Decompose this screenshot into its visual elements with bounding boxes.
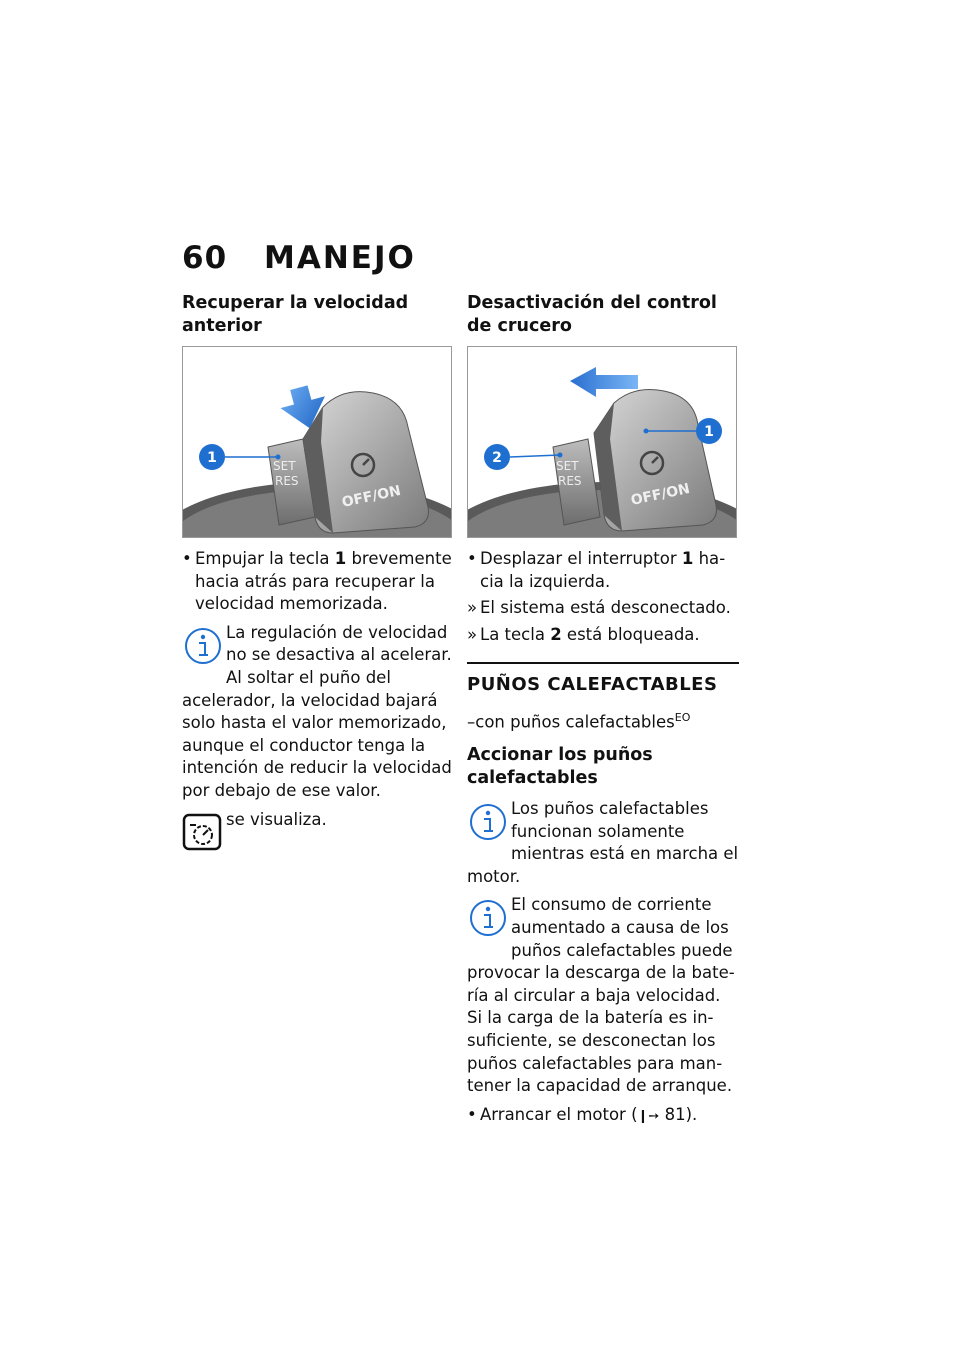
ref-key-2: 2 bbox=[550, 624, 562, 644]
result-disconnected: » El sistema está desconectado. bbox=[467, 597, 739, 620]
cruise-control-indicator-icon bbox=[182, 811, 224, 855]
page-number: 60 bbox=[182, 240, 228, 276]
set-label: SET bbox=[556, 459, 579, 473]
switch-illustration-right bbox=[468, 347, 737, 538]
set-label: SET bbox=[273, 459, 296, 473]
switch-illustration-left bbox=[183, 347, 452, 538]
section-title-heated-grips: PUÑOS CALEFACTABLES bbox=[467, 674, 718, 696]
left-column bbox=[182, 292, 454, 861]
off-on-label: OFF/ON bbox=[629, 480, 692, 509]
info-icon bbox=[467, 896, 509, 940]
equipment-condition: –con puños calefactables$^{EO}$ bbox=[467, 710, 691, 732]
page-reference-arrow-icon: ❙➙ bbox=[637, 1108, 660, 1124]
result-key-locked: » La tecla 2 está bloqueada. bbox=[467, 624, 739, 647]
heading-operate-grips: Accionar los puños calefactables bbox=[467, 745, 653, 789]
ref-key-1: 1 bbox=[334, 549, 347, 568]
figure-off-on-switch bbox=[467, 346, 737, 538]
ref-switch-1: 1 bbox=[681, 549, 694, 568]
note-battery-drain bbox=[467, 894, 739, 1097]
callout-1-number: 1 bbox=[207, 450, 217, 466]
step-start-engine: • Arrancar el motor (❙➙ 81). bbox=[467, 1104, 739, 1129]
step-slide-switch: • Desplazar el interruptor 1 hacia la izquierda. bbox=[467, 548, 739, 593]
info-icon bbox=[467, 800, 509, 844]
page-header bbox=[182, 240, 416, 276]
note-speed-regulation bbox=[182, 622, 454, 803]
res-label: RES bbox=[275, 474, 299, 488]
page-reference[interactable]: 81 bbox=[664, 1104, 686, 1124]
indicator-text: se visualiza. bbox=[226, 809, 327, 829]
indicator-note bbox=[182, 809, 454, 855]
note-text: Los puños calefactables funcionan solamente mientras está en marcha el motor. bbox=[467, 799, 739, 886]
note-text: El consumo de corriente aumentado a causa de los puños calefactables puede provocar la descarga de la batería al circular a baja velocidad. Si la carga de la batería es insuficiente, se desconectan los puños calefactables para mantener la capacidad de arranque. bbox=[467, 895, 735, 1096]
note-text: La regulación de velocidad no se desactiva al acelerar. Al soltar el puño del acelerador, la velocidad bajará solo hasta el valor memorizado, aunque el conductor tenga la intención de reducir la velocidad por debajo de ese valor. bbox=[182, 622, 452, 800]
right-column bbox=[467, 292, 739, 1132]
callout-2-number: 2 bbox=[492, 450, 502, 466]
off-on-label: OFF/ON bbox=[340, 482, 403, 511]
step-push-key: • Empujar la tecla 1 brevemente hacia atrás para recuperar la velocidad memorizada. bbox=[182, 548, 454, 616]
option-code: EO bbox=[674, 710, 691, 724]
heading-recover-speed: Recuperar la velocidad anterior bbox=[182, 293, 409, 336]
info-icon bbox=[182, 624, 224, 668]
heading-deactivate-cruise: Desactivación del control de crucero bbox=[467, 293, 717, 336]
figure-set-res-key bbox=[182, 346, 452, 538]
note-engine-running bbox=[467, 798, 739, 888]
res-label: RES bbox=[558, 474, 582, 488]
chapter-title: MANEJO bbox=[264, 240, 416, 276]
callout-1-number: 1 bbox=[704, 424, 714, 440]
section-divider bbox=[467, 662, 739, 664]
